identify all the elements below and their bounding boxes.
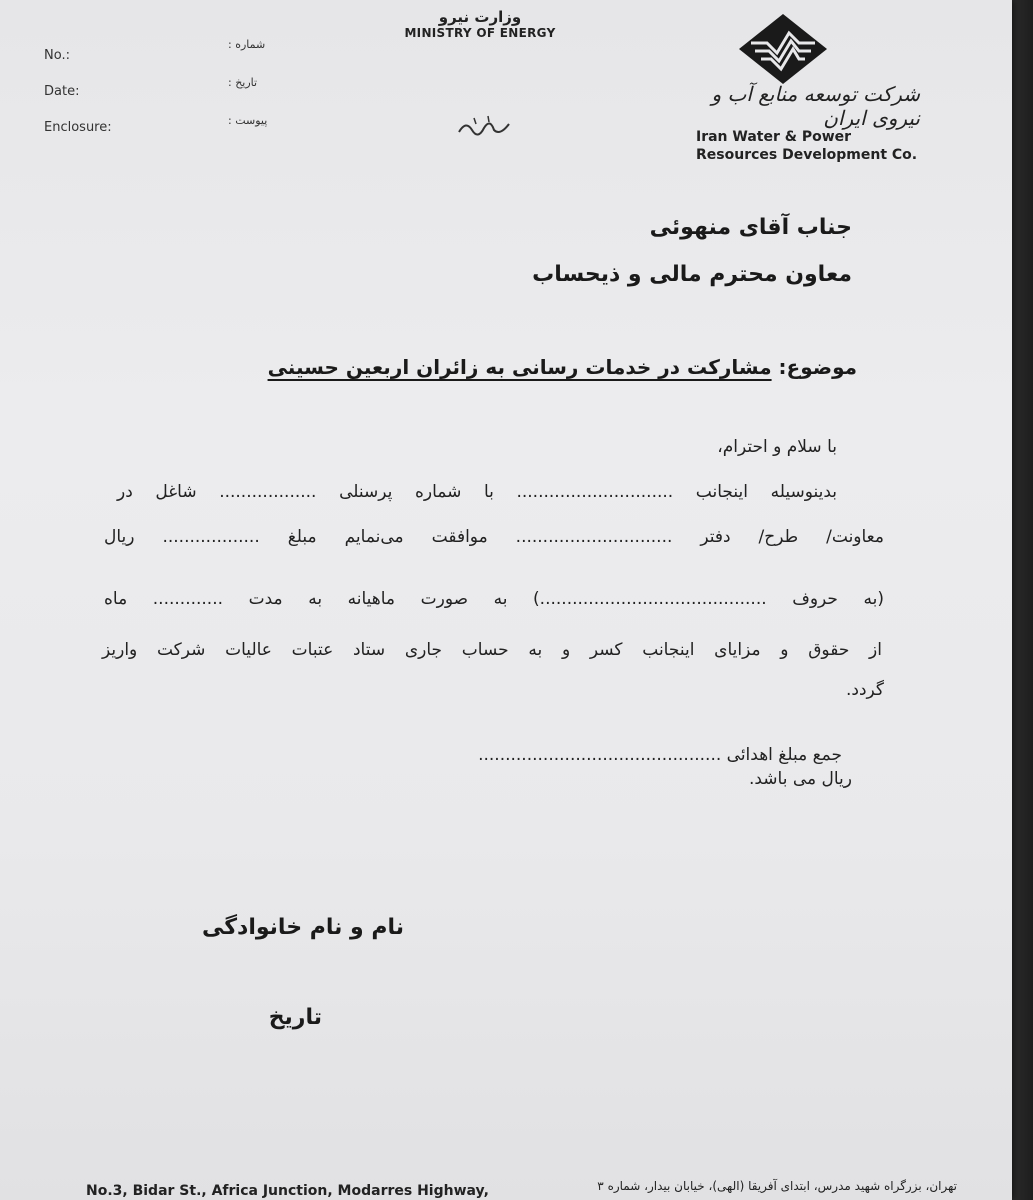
subject-label: موضوع:: [778, 355, 857, 379]
enclosure-label: Enclosure:: [44, 120, 112, 135]
addressee-title: معاون محترم مالی و ذیحساب: [532, 262, 852, 287]
signature-date-label: تاریخ: [268, 1005, 322, 1030]
date-label: Date:: [44, 84, 80, 99]
no-label: No.:: [44, 48, 70, 63]
total-line: [478, 745, 852, 789]
company-name-en: Iran Water & Power Resources Development Co.: [696, 129, 918, 163]
company-name-fa: شرکت توسعه منابع آب و نیروی ایران: [711, 82, 920, 130]
footer-address-fa: تهران، بزرگراه شهید مدرس، ابتدای آفریقا (الهی)، خیابان بیدار، شماره ۳: [597, 1179, 957, 1193]
ministry-name-en: MINISTRY OF ENERGY: [404, 26, 556, 40]
body-line-4: از حقوق و مزایای اینجانب کسر و به حساب جاری ستاد عتبات عالیات شرکت واریز: [102, 640, 882, 660]
subject-line: [268, 355, 857, 379]
body-line-1: بدینوسیله اینجانب ............................. با شماره پرسنلی .................. شاغل در: [117, 482, 837, 502]
total-label: جمع مبلغ اهدائی .............................................: [478, 745, 842, 765]
date-label-fa: تاریخ :: [228, 76, 258, 89]
addressee-name: جناب آقای منهوئی: [649, 215, 852, 240]
company-logo-icon: [737, 12, 829, 86]
bismillah-calligraphy-icon: [454, 112, 514, 142]
ministry-heading: [400, 8, 560, 40]
body-line-3: (به حروف ..........................................) به صورت ماهیانه به مدت ............. ماه: [104, 589, 884, 609]
body-line-2: معاونت/ طرح/ دفتر ............................. موافقت می‌نمایم مبلغ .................. ریال: [104, 527, 884, 547]
subject-text: مشارکت در خدمات رسانی به زائران اربعین حسینی: [267, 355, 772, 379]
footer-address-en: No.3, Bidar St., Africa Junction, Modarres Highway,: [86, 1183, 489, 1199]
body-line-5: گردد.: [845, 680, 884, 700]
total-unit: ریال می باشد.: [748, 769, 852, 789]
enclosure-label-fa: پیوست :: [228, 114, 268, 127]
no-label-fa: شماره :: [228, 38, 266, 51]
greeting: با سلام و احترام،: [717, 437, 837, 457]
signature-name-label: نام و نام خانوادگی: [202, 915, 404, 940]
ministry-name-fa: وزارت نیرو: [438, 8, 522, 26]
